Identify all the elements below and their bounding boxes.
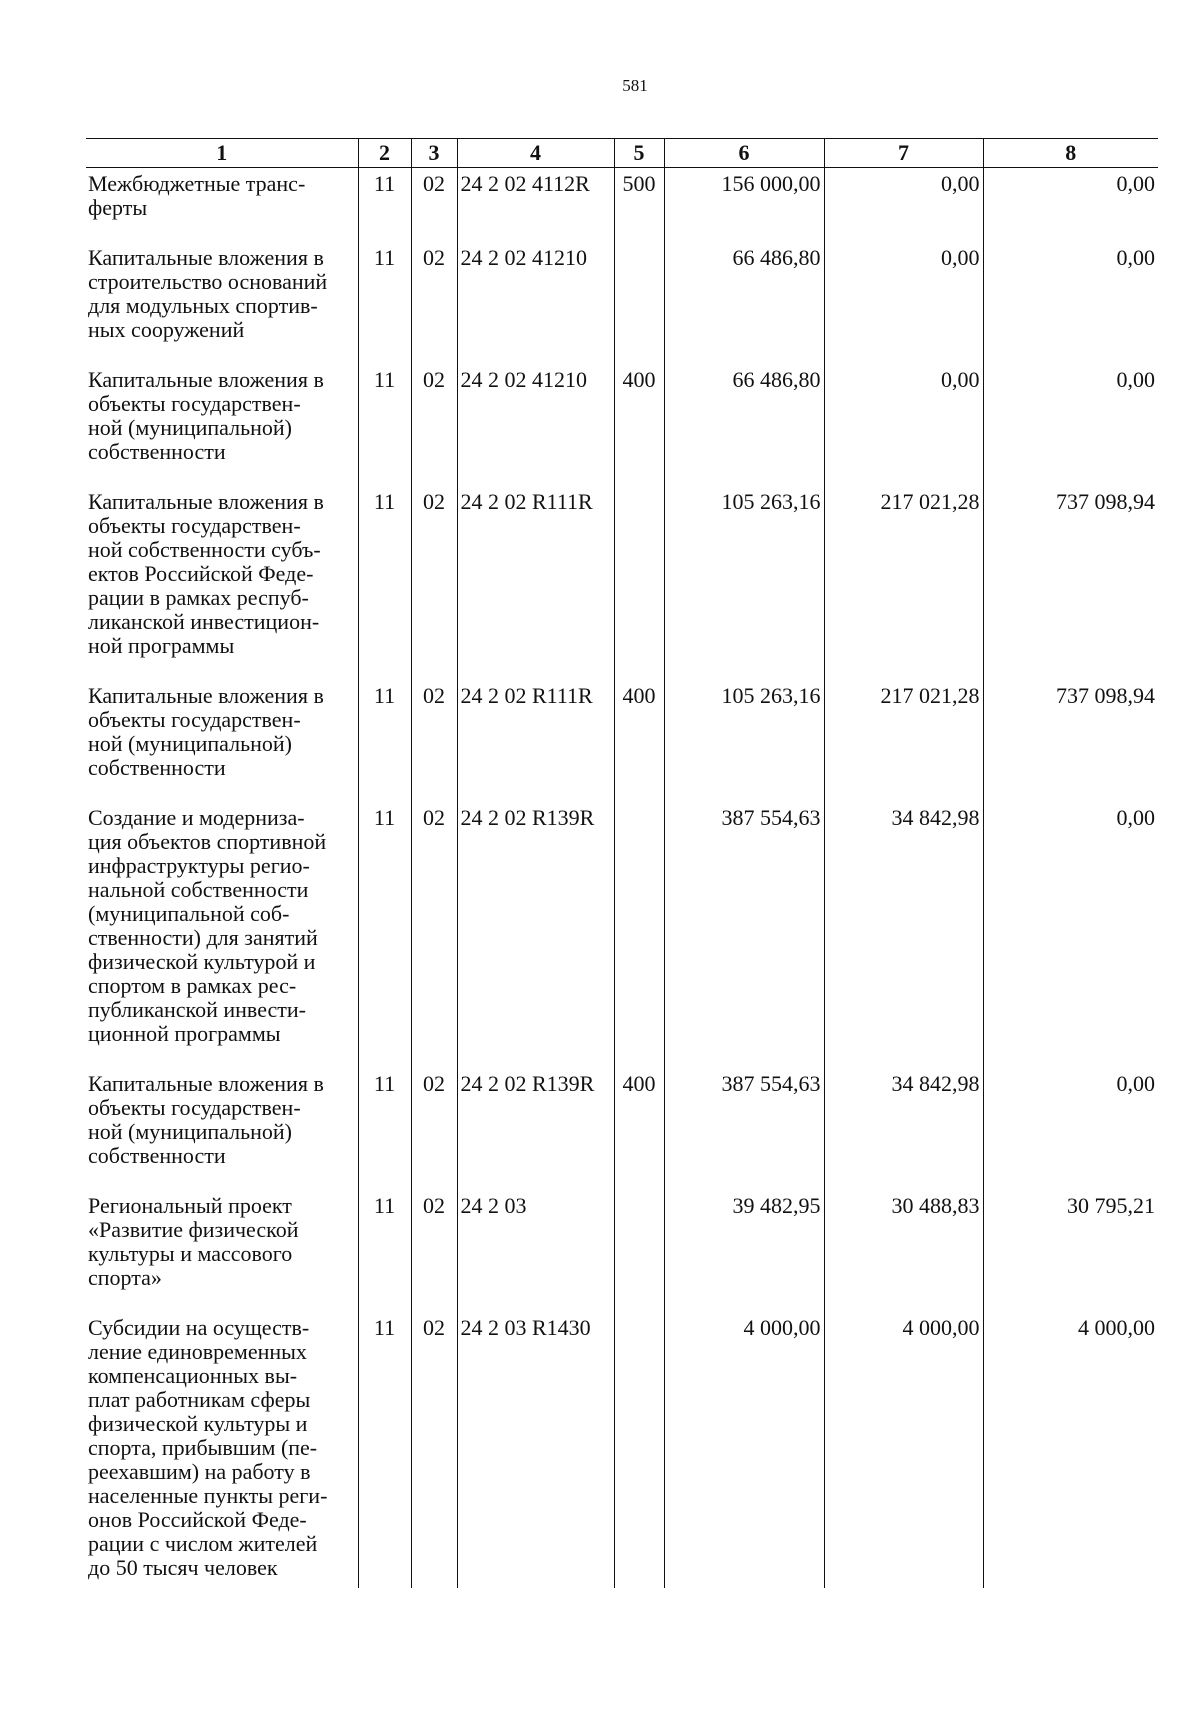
header-cell: 1: [86, 139, 358, 168]
item-name-cell: Капитальные вложения в объекты государствен- ной (муниципальной) собственности: [88, 1071, 324, 1168]
amount-col6-cell: 105 263,16: [664, 486, 824, 680]
item-name-cell: Капитальные вложения в строительство оснований для модульных спортив- ных сооружений: [88, 245, 328, 342]
expense-type-cell: 400: [614, 1068, 664, 1190]
item-name-cell: Региональный проект «Развитие физической культуры и массового спорта»: [88, 1193, 299, 1290]
target-code-cell: 24 2 02 R139R: [457, 1068, 614, 1190]
expense-type-cell: 400: [614, 364, 664, 486]
item-name-cell: Субсидии на осуществ- ление единовременных компенсационных вы- плат работникам сферы физической культуры и спорта, прибывшим (пе- реехавшим) на работу в населенные пункты реги- онов Российской Феде- рации с числом жителей до 50 тысяч человек: [88, 1315, 328, 1580]
amount-col6-cell: 39 482,95: [664, 1190, 824, 1312]
header-row: [86, 139, 1158, 168]
header-cell: 4: [457, 139, 614, 168]
subsection-cell: 02: [411, 1312, 457, 1588]
target-code-cell: 24 2 03: [457, 1190, 614, 1312]
item-name-cell: Межбюджетные транс- ферты: [88, 171, 306, 220]
target-code-cell: 24 2 02 R111R: [457, 680, 614, 802]
amount-col8-cell: 737 098,94: [983, 486, 1158, 680]
subsection-cell: 02: [411, 486, 457, 680]
header-cell: 8: [983, 139, 1158, 168]
section-cell: 11: [358, 486, 411, 680]
amount-col8-cell: 0,00: [983, 1068, 1158, 1190]
section-cell: 11: [358, 364, 411, 486]
expense-type-cell: [614, 1312, 664, 1588]
amount-col6-cell: 387 554,63: [664, 1068, 824, 1190]
table-row: [86, 1068, 1158, 1190]
amount-col6-cell: 156 000,00: [664, 168, 824, 243]
subsection-cell: 02: [411, 802, 457, 1068]
item-name-cell: Создание и модерниза- ция объектов спортивной инфраструктуры регио- нальной собственности (муниципальной соб- ственности) для занятий физической культурой и спортом в рамках рес- публиканской инвести- ционной программы: [88, 805, 327, 1046]
page-number: 581: [622, 76, 648, 95]
amount-col8-cell: 30 795,21: [983, 1190, 1158, 1312]
header-cell: 3: [411, 139, 457, 168]
amount-col8-cell: 0,00: [983, 242, 1158, 364]
target-code-cell: 24 2 02 41210: [457, 364, 614, 486]
expense-type-cell: 500: [614, 168, 664, 243]
amount-col8-cell: 4 000,00: [983, 1312, 1158, 1588]
table-row: [86, 1312, 1158, 1588]
item-name-cell: Капитальные вложения в объекты государствен- ной (муниципальной) собственности: [88, 367, 324, 464]
header-cell: 2: [358, 139, 411, 168]
expense-type-cell: [614, 242, 664, 364]
table-row: [86, 364, 1158, 486]
amount-col8-cell: 0,00: [983, 168, 1158, 243]
table-row: [86, 242, 1158, 364]
section-cell: 11: [358, 1312, 411, 1588]
subsection-cell: 02: [411, 1068, 457, 1190]
amount-col7-cell: 4 000,00: [824, 1312, 983, 1588]
amount-col7-cell: 34 842,98: [824, 802, 983, 1068]
subsection-cell: 02: [411, 168, 457, 243]
expense-type-cell: [614, 486, 664, 680]
budget-table: [86, 138, 1158, 1588]
table-row: [86, 168, 1158, 243]
amount-col7-cell: 217 021,28: [824, 680, 983, 802]
table-row: [86, 486, 1158, 680]
section-cell: 11: [358, 242, 411, 364]
table-body: [86, 168, 1158, 1589]
amount-col7-cell: 217 021,28: [824, 486, 983, 680]
expense-type-cell: [614, 802, 664, 1068]
amount-col8-cell: 0,00: [983, 364, 1158, 486]
target-code-cell: 24 2 02 R111R: [457, 486, 614, 680]
amount-col8-cell: 0,00: [983, 802, 1158, 1068]
amount-col7-cell: 0,00: [824, 242, 983, 364]
item-name-cell: Капитальные вложения в объекты государствен- ной собственности субъ- ектов Российской Феде- рации в рамках респуб- ликанской инвестицион- ной программы: [88, 489, 324, 658]
table-row: [86, 802, 1158, 1068]
table-row: [86, 1190, 1158, 1312]
amount-col6-cell: 105 263,16: [664, 680, 824, 802]
subsection-cell: 02: [411, 680, 457, 802]
amount-col6-cell: 4 000,00: [664, 1312, 824, 1588]
amount-col7-cell: 0,00: [824, 168, 983, 243]
section-cell: 11: [358, 680, 411, 802]
subsection-cell: 02: [411, 1190, 457, 1312]
amount-col6-cell: 66 486,80: [664, 242, 824, 364]
section-cell: 11: [358, 802, 411, 1068]
amount-col7-cell: 34 842,98: [824, 1068, 983, 1190]
target-code-cell: 24 2 02 41210: [457, 242, 614, 364]
target-code-cell: 24 2 03 R1430: [457, 1312, 614, 1588]
section-cell: 11: [358, 168, 411, 243]
item-name-cell: Капитальные вложения в объекты государствен- ной (муниципальной) собственности: [88, 683, 324, 780]
subsection-cell: 02: [411, 364, 457, 486]
amount-col6-cell: 387 554,63: [664, 802, 824, 1068]
amount-col7-cell: 0,00: [824, 364, 983, 486]
subsection-cell: 02: [411, 242, 457, 364]
table-row: [86, 680, 1158, 802]
header-cell: 6: [664, 139, 824, 168]
header-cell: 5: [614, 139, 664, 168]
amount-col8-cell: 737 098,94: [983, 680, 1158, 802]
target-code-cell: 24 2 02 4112R: [457, 168, 614, 243]
section-cell: 11: [358, 1068, 411, 1190]
header-cell: 7: [824, 139, 983, 168]
expense-type-cell: [614, 1190, 664, 1312]
amount-col6-cell: 66 486,80: [664, 364, 824, 486]
amount-col7-cell: 30 488,83: [824, 1190, 983, 1312]
expense-type-cell: 400: [614, 680, 664, 802]
section-cell: 11: [358, 1190, 411, 1312]
target-code-cell: 24 2 02 R139R: [457, 802, 614, 1068]
